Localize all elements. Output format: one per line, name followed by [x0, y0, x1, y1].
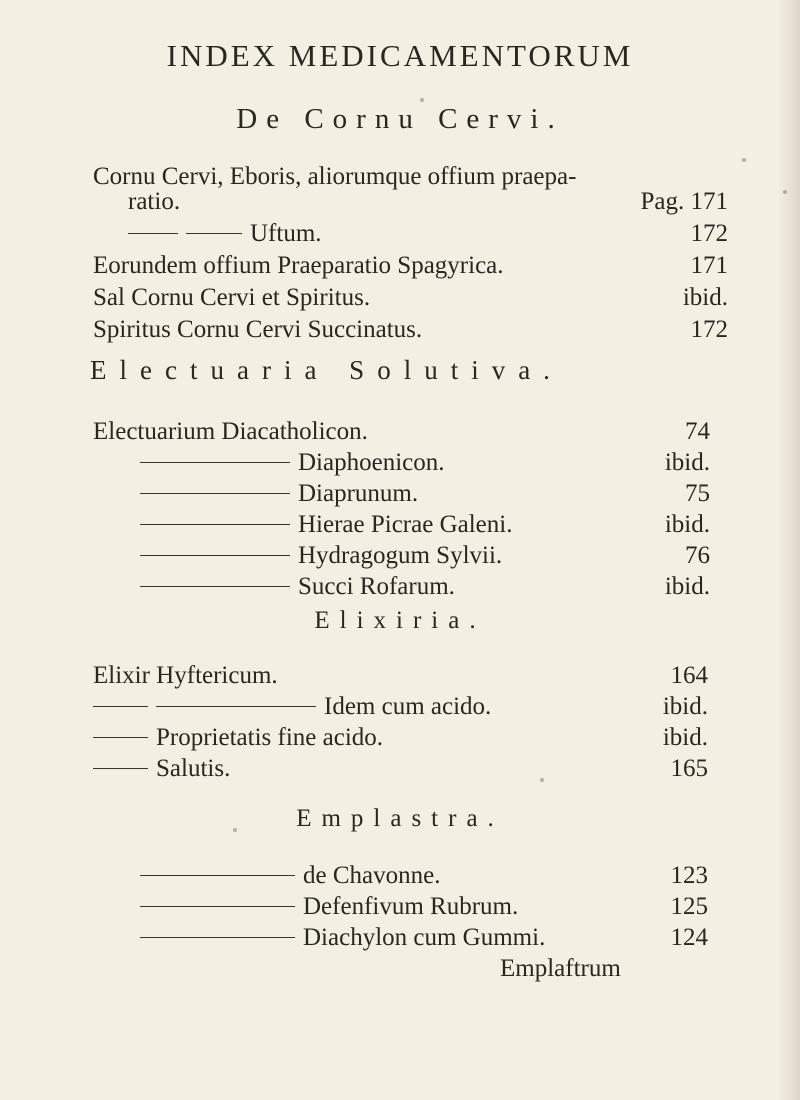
- index-entry: Electuarium Diacatholicon.: [93, 418, 368, 445]
- ditto-dash: [140, 524, 290, 525]
- catchword: Emplaftrum: [500, 955, 621, 982]
- page-ref: 164: [670, 662, 708, 689]
- entry-text: Diaphoenicon.: [298, 449, 445, 476]
- entry-text: Uftum.: [250, 220, 322, 247]
- page-ref: 76: [685, 542, 710, 569]
- page-ref: ibid.: [662, 693, 708, 720]
- page-ref: 123: [670, 862, 708, 889]
- entry-text: Proprietatis fine acido.: [156, 724, 384, 751]
- page-ref: 172: [690, 220, 728, 247]
- index-entry: [93, 755, 230, 783]
- index-entry: Elixir Hyftericum.: [93, 662, 278, 689]
- entry-text: Idem cum acido.: [324, 693, 492, 720]
- index-entry: [128, 220, 322, 248]
- page-ref: ibid.: [664, 449, 710, 476]
- page-ref: 124: [670, 924, 708, 951]
- ditto-dash: [140, 493, 290, 494]
- entry-text: Succi Rofarum.: [298, 573, 455, 600]
- page-ref: ibid.: [662, 724, 708, 751]
- paper-speck: [420, 98, 424, 102]
- entry-text: Defenfivum Rubrum.: [303, 893, 519, 920]
- ditto-dash: [93, 768, 148, 769]
- index-entry: [93, 724, 383, 752]
- entry-text: Salutis.: [156, 755, 231, 782]
- entry-text: Diaprunum.: [298, 480, 419, 507]
- page-ref: ibid.: [664, 511, 710, 538]
- index-entry: Eorundem offium Praeparatio Spagyrica.: [93, 252, 504, 279]
- index-entry: Sal Cornu Cervi et Spiritus.: [93, 284, 371, 311]
- ditto-dash: [140, 586, 290, 587]
- page-ref: 165: [670, 755, 708, 782]
- index-entry: [140, 449, 444, 477]
- section-title-electuaria: Electuaria Solutiva.: [90, 355, 563, 385]
- paper-speck: [540, 778, 544, 782]
- paper-speck: [783, 190, 787, 194]
- index-entry: Cornu Cervi, Eboris, aliorumque offium praepa-: [93, 163, 577, 190]
- index-entry: [140, 573, 455, 601]
- index-entry: [140, 862, 440, 890]
- index-entry: [140, 542, 502, 570]
- entry-text: Hydragogum Sylvii.: [298, 542, 503, 569]
- section-title-cornu-cervi: De Cornu Cervi.: [236, 103, 564, 135]
- section-title-elixiria: Elixiria.: [314, 607, 486, 634]
- index-entry: [140, 893, 518, 921]
- entry-text: de Chavonne.: [303, 862, 441, 889]
- index-entry: [93, 693, 491, 721]
- index-entry: ratio.: [128, 188, 181, 215]
- ditto-dash: [140, 462, 290, 463]
- ditto-dash: [128, 233, 178, 234]
- page-ref: 125: [670, 893, 708, 920]
- page-ref: ibid.: [682, 284, 728, 311]
- index-entry: [140, 480, 418, 508]
- ditto-dash: [93, 737, 148, 738]
- ditto-dash: [156, 706, 316, 707]
- page-ref: 172: [690, 316, 728, 343]
- section-title-emplastra: Emplastra.: [296, 805, 504, 832]
- entry-text: Hierae Picrae Galeni.: [298, 511, 513, 538]
- page-ref: 74: [685, 418, 710, 445]
- ditto-dash: [140, 555, 290, 556]
- entry-text: Diachylon cum Gummi.: [303, 924, 546, 951]
- paper-speck: [233, 828, 237, 832]
- index-entry: Spiritus Cornu Cervi Succinatus.: [93, 316, 423, 343]
- paper-speck: [742, 158, 746, 162]
- ditto-dash: [93, 706, 148, 707]
- ditto-dash: [140, 937, 295, 938]
- index-entry: [140, 924, 545, 952]
- page-ref: 75: [685, 480, 710, 507]
- ditto-dash: [140, 906, 295, 907]
- running-head: INDEX MEDICAMENTORUM: [166, 38, 634, 73]
- ditto-dash: [140, 875, 295, 876]
- page-ref: Pag. 171: [640, 188, 728, 215]
- index-entry: [140, 511, 512, 539]
- ditto-dash: [186, 233, 242, 234]
- page-ref: 171: [690, 252, 728, 279]
- page-edge-shadow: [778, 0, 800, 1100]
- page-ref: ibid.: [664, 573, 710, 600]
